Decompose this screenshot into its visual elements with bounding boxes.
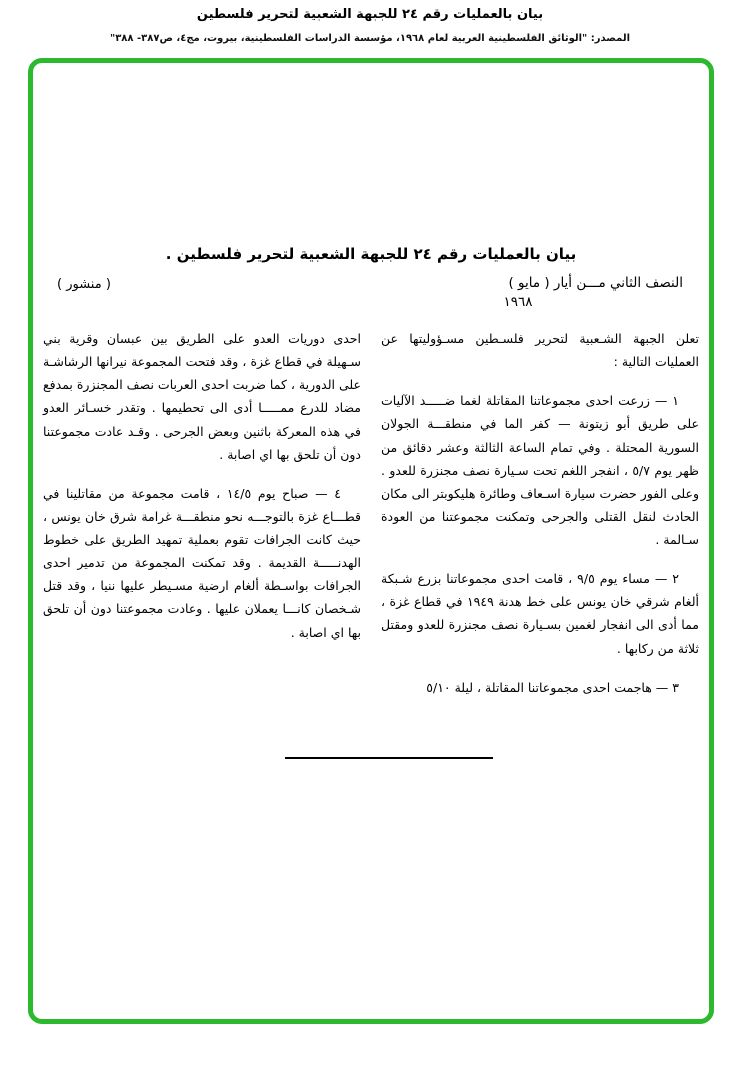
operation-item-1: ١ — زرعت احدى مجموعاتنا المقاتلة لغما ضـــــد الآليات على طريق أبو زيتونة — كفر الما في منطقـــة الجولان السورية المحتلة . وفي تمام الساعة الثالثة وعشر دقائق من ظهر يوم ٥/٧ ، انفجر اللغم تحت سـيارة نصف مجنزرة للعدو . وعلى الفور حضرت سيارة اسـعاف وطائرة هليكوبتر الى مكان الحادث لنقل القتلى والجرحى وتمكنت مجموعتنا من العودة سـالمة .	[381, 393, 699, 547]
intro-paragraph: تعلن الجبهة الشـعبية لتحرير فلسـطين مسـؤوليتها عن العمليات التالية :	[381, 331, 699, 370]
page-header-title: بيان بالعمليات رقم ٢٤ للجبهة الشعبية لتحرير فلسطين	[196, 7, 544, 22]
two-column-text	[43, 327, 699, 715]
left-column	[43, 327, 361, 715]
operation-item-3-continued: احدى دوريات العدو على الطريق بين عبسان وقرية بني سـهيلة في قطاع غزة ، وقد فتحت المجموعة نيرانها الرشاشـة على الدورية ، كما ضربت احدى العربات نصف المجنزرة بمدفع مضاد للدرع ممـــــا أدى الى تحطيمها . وتقدر خسـائر العدو في هذه المعركة باثنين وبعض الجرحى . وقـد عادت مجموعتنا دون أن تلحق بها اي اصابة .	[43, 331, 361, 462]
right-column	[381, 327, 699, 715]
document-body	[33, 63, 709, 1019]
source-citation: المصدر: "الوثائق الفلسطينية العربية لعام ١٩٦٨، مؤسسة الدراسات الفلسطينية، بيروت، مج٤، ص٣٨٧- ٣٨٨"	[109, 33, 631, 44]
green-border-frame	[28, 58, 714, 1024]
divider-line	[285, 757, 493, 759]
date-line: النصف الثاني مـــن أيار ( مايو )	[508, 275, 683, 291]
operation-item-2: ٢ — مساء يوم ٩/٥ ، قامت احدى مجموعاتنا بزرع شـبكة ألغام شرقي خان يونس على خط هدنة ١٩٤٩ في قطاع غزة ، مما أدى الى انفجار لغمين بسـيارة نصف مجنزرة للعدو ومقتل ثلاثة من ركابها .	[381, 571, 699, 656]
operation-item-4: ٤ — صباح يوم ١٤/٥ ، قامت مجموعة من مقاتلينا في قطـــاع غزة بالتوجـــه نحو منطقـــة غرامة شرق خان يونس ، حيث كانت الجرافات تقوم بعملية تمهيد الطريق على خطوط الهدنـــــة القديمة . وقد تمكنت المجموعة من تدمير احدى الجرافات بواسـطة ألغام ارضية مسـيطر عليها ننيا ، وقد قتل شـخصان كانـــا يعملان عليها . وعادت مجموعتنا دون أن تلحق بها اي اصابة .	[43, 485, 361, 640]
date-block	[353, 275, 683, 310]
published-label: ( منشور )	[57, 277, 111, 292]
statement-title: بيان بالعمليات رقم ٢٤ للجبهة الشعبية لتحرير فلسطين .	[165, 245, 577, 263]
operation-item-3: ٣ — هاجمت احدى مجموعاتنا المقاتلة ، ليلة ٥/١٠	[426, 679, 679, 695]
date-year: ١٩٦٨	[503, 294, 533, 310]
